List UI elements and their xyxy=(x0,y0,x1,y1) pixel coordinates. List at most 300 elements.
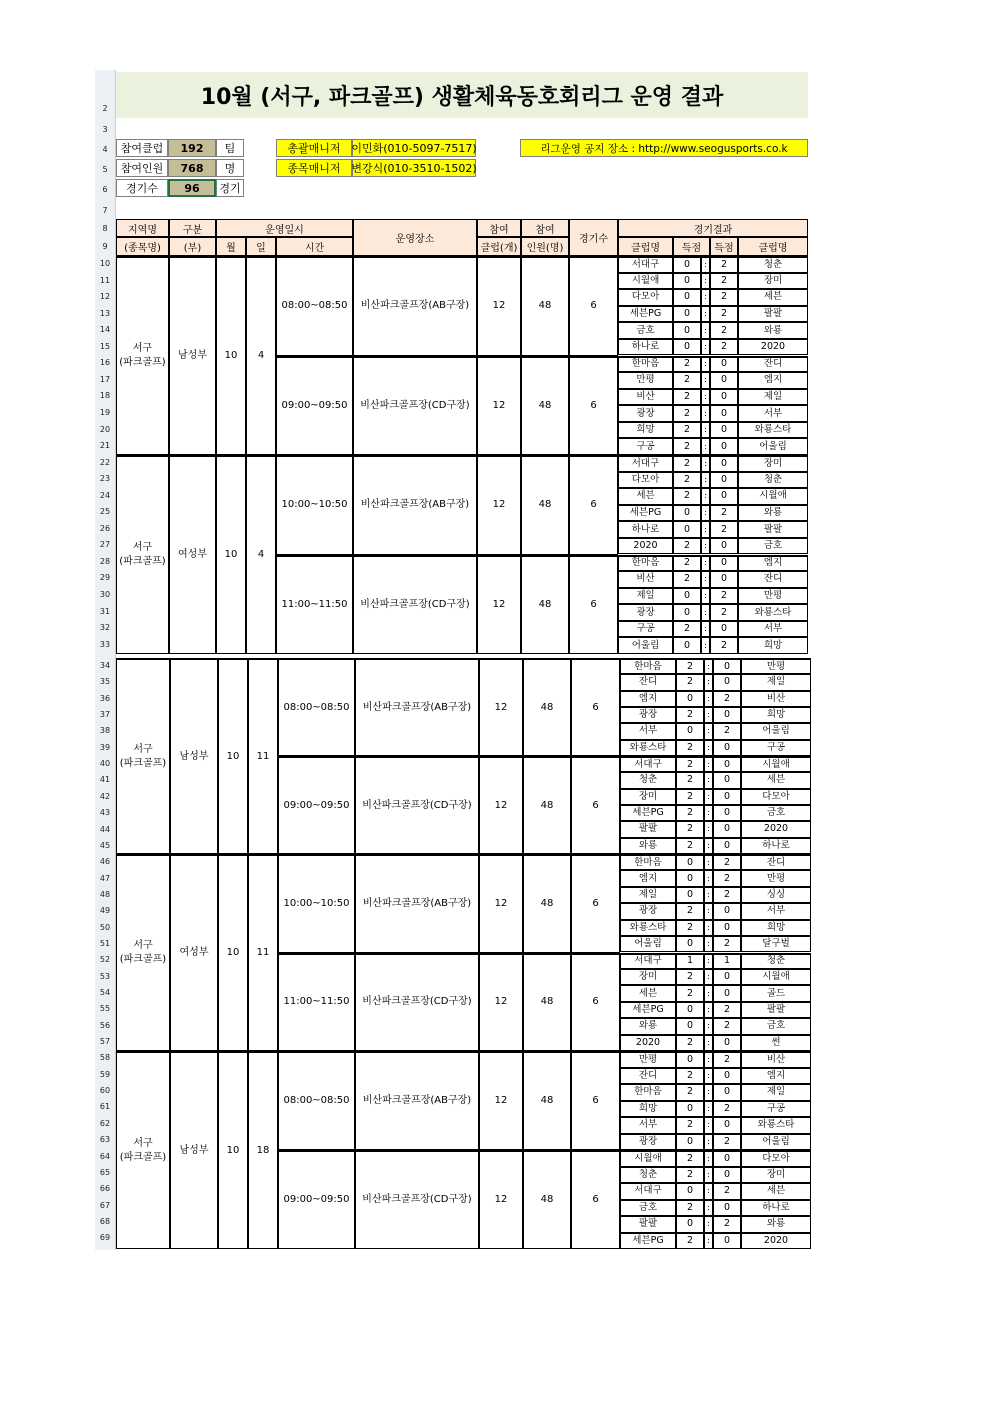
match-club2: 만평 xyxy=(738,588,808,605)
match-club1: 하나로 xyxy=(618,339,673,356)
header-division: 구분 xyxy=(169,219,216,237)
match-club1: 서부 xyxy=(620,1117,676,1134)
match-separator: : xyxy=(704,707,713,723)
match-score2: 2 xyxy=(713,1101,741,1118)
row-number: 3 xyxy=(102,125,108,134)
match-separator: : xyxy=(701,621,710,638)
match-score2: 2 xyxy=(713,870,741,886)
row-number: 46 xyxy=(99,857,111,867)
match-club2: 와룡 xyxy=(738,505,808,522)
match-club1: 세븐 xyxy=(618,488,673,505)
match-club2: 어울림 xyxy=(741,1134,811,1151)
session-clubs: 12 xyxy=(477,455,521,555)
match-score1: 2 xyxy=(673,356,701,373)
match-separator: : xyxy=(704,1183,713,1200)
row-number: 51 xyxy=(99,938,111,948)
match-club1: 광장 xyxy=(620,903,676,919)
header-club1: 클럽명 xyxy=(618,237,673,256)
match-club1: 엠지 xyxy=(620,691,676,707)
match-score2: 0 xyxy=(713,1084,741,1101)
match-separator: : xyxy=(701,571,710,588)
row-number: 37 xyxy=(99,710,111,720)
session-clubs: 12 xyxy=(479,756,523,854)
match-club1: 세븐PG xyxy=(620,1002,676,1018)
match-score2: 2 xyxy=(713,1216,741,1233)
match-separator: : xyxy=(701,438,710,455)
row-number: 32 xyxy=(99,623,111,633)
header-day: 일 xyxy=(246,237,276,256)
match-score2: 0 xyxy=(713,740,741,756)
match-separator: : xyxy=(704,691,713,707)
session-time: 09:00~09:50 xyxy=(278,756,355,854)
row-number: 64 xyxy=(99,1151,111,1161)
match-separator: : xyxy=(704,1167,713,1184)
row-number: 22 xyxy=(99,457,111,467)
session-venue: 비산파크골프장(AB구장) xyxy=(353,256,477,356)
match-separator: : xyxy=(701,538,710,555)
match-score2: 2 xyxy=(713,1018,741,1034)
row-number: 43 xyxy=(99,808,111,818)
match-separator: : xyxy=(704,756,713,772)
row-number: 13 xyxy=(99,308,111,318)
match-score1: 0 xyxy=(673,339,701,356)
row-number: 44 xyxy=(99,824,111,834)
header-club2: 클럽명 xyxy=(738,237,808,256)
match-club1: 서대구 xyxy=(618,455,673,472)
match-separator: : xyxy=(704,870,713,886)
row-number: 9 xyxy=(102,242,108,251)
match-club1: 광장 xyxy=(620,707,676,723)
match-club2: 서부 xyxy=(738,405,808,422)
row-number: 65 xyxy=(99,1167,111,1177)
match-score1: 2 xyxy=(676,985,704,1001)
match-club2: 청춘 xyxy=(738,256,808,273)
match-score1: 2 xyxy=(676,805,704,821)
session-games: 6 xyxy=(569,455,618,555)
row-number: 56 xyxy=(99,1020,111,1030)
clubs-value: 192 xyxy=(168,139,216,157)
header-region-sub: (종목명) xyxy=(116,237,169,256)
match-score1: 2 xyxy=(673,472,701,489)
match-score1: 2 xyxy=(673,538,701,555)
match-score1: 2 xyxy=(673,621,701,638)
match-club1: 한마음 xyxy=(620,658,676,674)
match-score1: 2 xyxy=(673,372,701,389)
row-number: 48 xyxy=(99,889,111,899)
match-score1: 2 xyxy=(673,438,701,455)
games-label: 경기수 xyxy=(116,179,168,197)
match-club1: 잔디 xyxy=(620,1068,676,1085)
match-separator: : xyxy=(701,372,710,389)
match-club2: 엠지 xyxy=(741,1068,811,1085)
match-score1: 0 xyxy=(673,289,701,306)
match-separator: : xyxy=(701,505,710,522)
session-venue: 비산파크골프장(AB구장) xyxy=(355,658,479,756)
row-number: 52 xyxy=(99,955,111,965)
division-cell: 남성부 xyxy=(170,658,218,854)
row-number: 67 xyxy=(99,1200,111,1210)
session-games: 6 xyxy=(571,1150,620,1249)
match-score2: 0 xyxy=(710,356,738,373)
session-venue: 비산파크골프장(CD구장) xyxy=(355,1150,479,1249)
match-score1: 0 xyxy=(673,637,701,654)
session-clubs: 12 xyxy=(479,658,523,756)
match-separator: : xyxy=(704,887,713,903)
header-division-sub: (부) xyxy=(169,237,216,256)
match-club2: 싱싱 xyxy=(741,887,811,903)
match-score2: 0 xyxy=(713,1233,741,1250)
match-score2: 2 xyxy=(713,854,741,870)
row-number: 2 xyxy=(102,104,108,113)
match-club2: 서부 xyxy=(738,621,808,638)
match-score2: 0 xyxy=(710,405,738,422)
row-number: 20 xyxy=(99,424,111,434)
match-score2: 2 xyxy=(710,588,738,605)
match-club1: 와룡 xyxy=(620,838,676,854)
match-score2: 0 xyxy=(710,571,738,588)
match-score1: 2 xyxy=(676,772,704,788)
match-score1: 0 xyxy=(676,936,704,952)
row-number: 36 xyxy=(99,693,111,703)
match-separator: : xyxy=(704,740,713,756)
match-club1: 팔팔 xyxy=(620,1216,676,1233)
day-cell: 4 xyxy=(246,256,276,455)
row-number: 58 xyxy=(99,1053,111,1063)
match-club1: 광장 xyxy=(618,604,673,621)
row-number: 41 xyxy=(99,775,111,785)
match-score1: 2 xyxy=(676,707,704,723)
match-score2: 0 xyxy=(713,1035,741,1051)
row-number: 21 xyxy=(99,441,111,451)
games-value[interactable]: 96 xyxy=(168,179,216,197)
match-score2: 0 xyxy=(710,422,738,439)
match-separator: : xyxy=(701,555,710,572)
session-venue: 비산파크골프장(CD구장) xyxy=(355,756,479,854)
match-score2: 0 xyxy=(710,438,738,455)
match-club1: 세븐PG xyxy=(620,1233,676,1250)
match-club1: 와룡스타 xyxy=(620,740,676,756)
match-separator: : xyxy=(704,1200,713,1217)
match-separator: : xyxy=(704,838,713,854)
match-score2: 2 xyxy=(713,1002,741,1018)
match-separator: : xyxy=(704,1134,713,1151)
header-people-sub: 인원(명) xyxy=(521,237,569,256)
row-number: 7 xyxy=(102,206,108,215)
match-club1: 구공 xyxy=(618,621,673,638)
row-number: 60 xyxy=(99,1086,111,1096)
month-cell: 10 xyxy=(216,256,246,455)
row-number: 66 xyxy=(99,1184,111,1194)
match-score2: 0 xyxy=(713,772,741,788)
match-club1: 세븐 xyxy=(620,985,676,1001)
match-separator: : xyxy=(704,1002,713,1018)
match-club1: 광장 xyxy=(618,405,673,422)
match-score1: 0 xyxy=(676,870,704,886)
row-number: 28 xyxy=(99,556,111,566)
match-club2: 어울림 xyxy=(741,723,811,739)
row-number: 40 xyxy=(99,759,111,769)
match-club1: 비산 xyxy=(618,389,673,406)
match-score1: 2 xyxy=(676,1150,704,1167)
match-separator: : xyxy=(704,1051,713,1068)
match-club2: 팔팔 xyxy=(738,521,808,538)
row-number: 14 xyxy=(99,325,111,335)
month-cell: 10 xyxy=(218,658,248,854)
row-number: 10 xyxy=(99,259,111,268)
session-games: 6 xyxy=(571,658,620,756)
match-club2: 와룡스타 xyxy=(738,604,808,621)
match-club2: 하나로 xyxy=(741,838,811,854)
row-number: 59 xyxy=(99,1069,111,1079)
match-score2: 2 xyxy=(713,936,741,952)
match-score2: 0 xyxy=(713,707,741,723)
match-club1: 제일 xyxy=(620,887,676,903)
match-score1: 2 xyxy=(676,1068,704,1085)
match-club1: 세븐PG xyxy=(618,306,673,323)
match-score2: 2 xyxy=(710,306,738,323)
session-games: 6 xyxy=(571,953,620,1052)
match-club1: 만평 xyxy=(618,372,673,389)
match-club1: 서대구 xyxy=(620,756,676,772)
clubs-label: 참여클럽 xyxy=(116,139,168,157)
match-club2: 비산 xyxy=(741,691,811,707)
match-score1: 2 xyxy=(676,1167,704,1184)
page-title: 10월 (서구, 파크골프) 생활체육동호회리그 운영 결과 xyxy=(116,72,808,118)
session-venue: 비산파크골프장(AB구장) xyxy=(355,1051,479,1150)
region-cell: 서구 (파크골프) xyxy=(116,658,170,854)
match-score2: 0 xyxy=(713,805,741,821)
match-club2: 달구벌 xyxy=(741,936,811,952)
row-number: 45 xyxy=(99,840,111,850)
row-number: 5 xyxy=(102,165,108,174)
day-cell: 11 xyxy=(248,658,278,854)
session-venue: 비산파크골프장(CD구장) xyxy=(355,953,479,1052)
match-score1: 2 xyxy=(673,555,701,572)
match-score1: 0 xyxy=(673,306,701,323)
match-separator: : xyxy=(701,488,710,505)
match-separator: : xyxy=(701,472,710,489)
session-time: 08:00~08:50 xyxy=(278,658,355,756)
session-clubs: 12 xyxy=(479,1051,523,1150)
match-club2: 2020 xyxy=(741,821,811,837)
match-club1: 한마음 xyxy=(618,356,673,373)
header-result: 경기결과 xyxy=(618,219,808,237)
match-club1: 하나로 xyxy=(618,521,673,538)
match-club2: 희망 xyxy=(741,920,811,936)
notice-link[interactable]: 리그운영 공지 장소 : http://www.seogusports.co.k xyxy=(520,139,808,157)
region-cell: 서구 (파크골프) xyxy=(116,256,169,455)
match-score2: 0 xyxy=(713,821,741,837)
match-separator: : xyxy=(704,772,713,788)
header-people: 참여 xyxy=(521,219,569,237)
match-score2: 2 xyxy=(710,273,738,290)
day-cell: 18 xyxy=(248,1051,278,1249)
row-number: 33 xyxy=(99,639,111,649)
row-number: 19 xyxy=(99,407,111,417)
row-number: 39 xyxy=(99,742,111,752)
match-club2: 2020 xyxy=(738,339,808,356)
match-score1: 0 xyxy=(673,588,701,605)
match-club2: 와룡 xyxy=(741,1216,811,1233)
session-games: 6 xyxy=(569,356,618,456)
match-score2: 2 xyxy=(713,1183,741,1200)
row-number: 23 xyxy=(99,474,111,484)
general-manager-value: 이민화(010-5097-7517) xyxy=(352,139,476,157)
match-club1: 청춘 xyxy=(620,772,676,788)
row-number: 25 xyxy=(99,507,111,517)
match-score1: 2 xyxy=(676,1200,704,1217)
match-separator: : xyxy=(701,521,710,538)
session-time: 08:00~08:50 xyxy=(278,1051,355,1150)
row-number: 6 xyxy=(102,185,108,194)
division-cell: 남성부 xyxy=(169,256,216,455)
match-score2: 2 xyxy=(713,887,741,903)
match-separator: : xyxy=(701,256,710,273)
match-separator: : xyxy=(701,389,710,406)
match-club2: 다모아 xyxy=(741,789,811,805)
match-club1: 제일 xyxy=(618,588,673,605)
match-club1: 엠지 xyxy=(620,870,676,886)
day-cell: 4 xyxy=(246,455,276,654)
session-people: 48 xyxy=(521,555,569,655)
match-score2: 2 xyxy=(710,339,738,356)
row-number: 62 xyxy=(99,1118,111,1128)
people-label: 참여인원 xyxy=(116,159,168,177)
row-number: 49 xyxy=(99,906,111,916)
match-score1: 0 xyxy=(676,1134,704,1151)
match-score1: 0 xyxy=(676,1051,704,1068)
match-score1: 0 xyxy=(676,1216,704,1233)
session-time: 08:00~08:50 xyxy=(276,256,353,356)
session-time: 09:00~09:50 xyxy=(278,1150,355,1249)
match-separator: : xyxy=(704,985,713,1001)
clubs-unit: 팀 xyxy=(216,139,244,157)
month-cell: 10 xyxy=(218,1051,248,1249)
match-club2: 시월애 xyxy=(738,488,808,505)
match-score2: 0 xyxy=(713,838,741,854)
row-number: 8 xyxy=(102,224,108,233)
match-club1: 세븐PG xyxy=(618,505,673,522)
row-number: 27 xyxy=(99,540,111,550)
row-number: 57 xyxy=(99,1037,111,1047)
match-club1: 장미 xyxy=(620,789,676,805)
match-score2: 2 xyxy=(713,1134,741,1151)
match-separator: : xyxy=(701,422,710,439)
match-club1: 금호 xyxy=(620,1200,676,1217)
match-score1: 2 xyxy=(676,1035,704,1051)
session-people: 48 xyxy=(523,1150,571,1249)
match-score2: 0 xyxy=(710,455,738,472)
match-score2: 2 xyxy=(710,289,738,306)
match-club1: 구공 xyxy=(618,438,673,455)
row-number: 11 xyxy=(99,275,111,285)
month-cell: 10 xyxy=(216,455,246,654)
row-number: 35 xyxy=(99,677,111,687)
session-clubs: 12 xyxy=(477,555,521,655)
match-club2: 썬 xyxy=(741,1035,811,1051)
row-number: 54 xyxy=(99,988,111,997)
match-separator: : xyxy=(704,805,713,821)
match-score2: 0 xyxy=(710,488,738,505)
match-club1: 서대구 xyxy=(620,1183,676,1200)
division-cell: 여성부 xyxy=(170,854,218,1051)
division-cell: 여성부 xyxy=(169,455,216,654)
session-venue: 비산파크골프장(CD구장) xyxy=(353,555,477,655)
region-cell: 서구 (파크골프) xyxy=(116,1051,170,1249)
match-separator: : xyxy=(701,322,710,339)
match-score1: 2 xyxy=(676,658,704,674)
session-games: 6 xyxy=(571,756,620,854)
session-clubs: 12 xyxy=(479,854,523,953)
match-club2: 다모아 xyxy=(741,1150,811,1167)
match-club2: 만평 xyxy=(741,870,811,886)
match-club1: 서부 xyxy=(620,723,676,739)
row-number: 47 xyxy=(99,873,111,883)
match-separator: : xyxy=(701,637,710,654)
match-score1: 0 xyxy=(673,322,701,339)
match-club2: 제일 xyxy=(741,674,811,690)
match-score1: 2 xyxy=(676,756,704,772)
match-score1: 2 xyxy=(676,969,704,985)
match-club2: 청춘 xyxy=(741,953,811,969)
match-separator: : xyxy=(701,339,710,356)
header-region: 지역명 xyxy=(116,219,169,237)
session-games: 6 xyxy=(571,1051,620,1150)
match-club2: 장미 xyxy=(738,455,808,472)
match-club2: 금호 xyxy=(738,538,808,555)
session-venue: 비산파크골프장(AB구장) xyxy=(355,854,479,953)
match-club2: 금호 xyxy=(741,1018,811,1034)
match-separator: : xyxy=(704,854,713,870)
match-club2: 어울림 xyxy=(738,438,808,455)
match-club2: 2020 xyxy=(741,1233,811,1250)
match-club1: 광장 xyxy=(620,1134,676,1151)
match-club1: 2020 xyxy=(620,1035,676,1051)
match-club1: 서대구 xyxy=(620,953,676,969)
match-score1: 2 xyxy=(676,789,704,805)
row-number: 15 xyxy=(99,341,111,351)
games-unit: 경기 xyxy=(216,179,244,197)
match-score1: 0 xyxy=(673,521,701,538)
match-separator: : xyxy=(704,903,713,919)
row-number: 38 xyxy=(99,726,111,736)
session-people: 48 xyxy=(523,854,571,953)
match-score1: 2 xyxy=(676,920,704,936)
row-number: 12 xyxy=(99,292,111,302)
session-games: 6 xyxy=(569,256,618,356)
match-score2: 0 xyxy=(713,756,741,772)
session-venue: 비산파크골프장(CD구장) xyxy=(353,356,477,456)
match-club2: 희망 xyxy=(741,707,811,723)
match-club1: 희망 xyxy=(620,1101,676,1118)
match-separator: : xyxy=(701,588,710,605)
match-score1: 0 xyxy=(673,256,701,273)
match-club2: 제일 xyxy=(741,1084,811,1101)
match-score2: 0 xyxy=(710,372,738,389)
match-score1: 2 xyxy=(676,821,704,837)
row-number: 55 xyxy=(99,1004,111,1014)
match-score1: 2 xyxy=(676,1084,704,1101)
match-score2: 1 xyxy=(713,953,741,969)
match-score1: 2 xyxy=(673,389,701,406)
match-score2: 0 xyxy=(713,969,741,985)
match-score1: 0 xyxy=(676,1183,704,1200)
match-score2: 0 xyxy=(713,985,741,1001)
match-club2: 구공 xyxy=(741,1101,811,1118)
match-score1: 0 xyxy=(673,273,701,290)
match-club1: 희망 xyxy=(618,422,673,439)
match-club1: 금호 xyxy=(618,322,673,339)
